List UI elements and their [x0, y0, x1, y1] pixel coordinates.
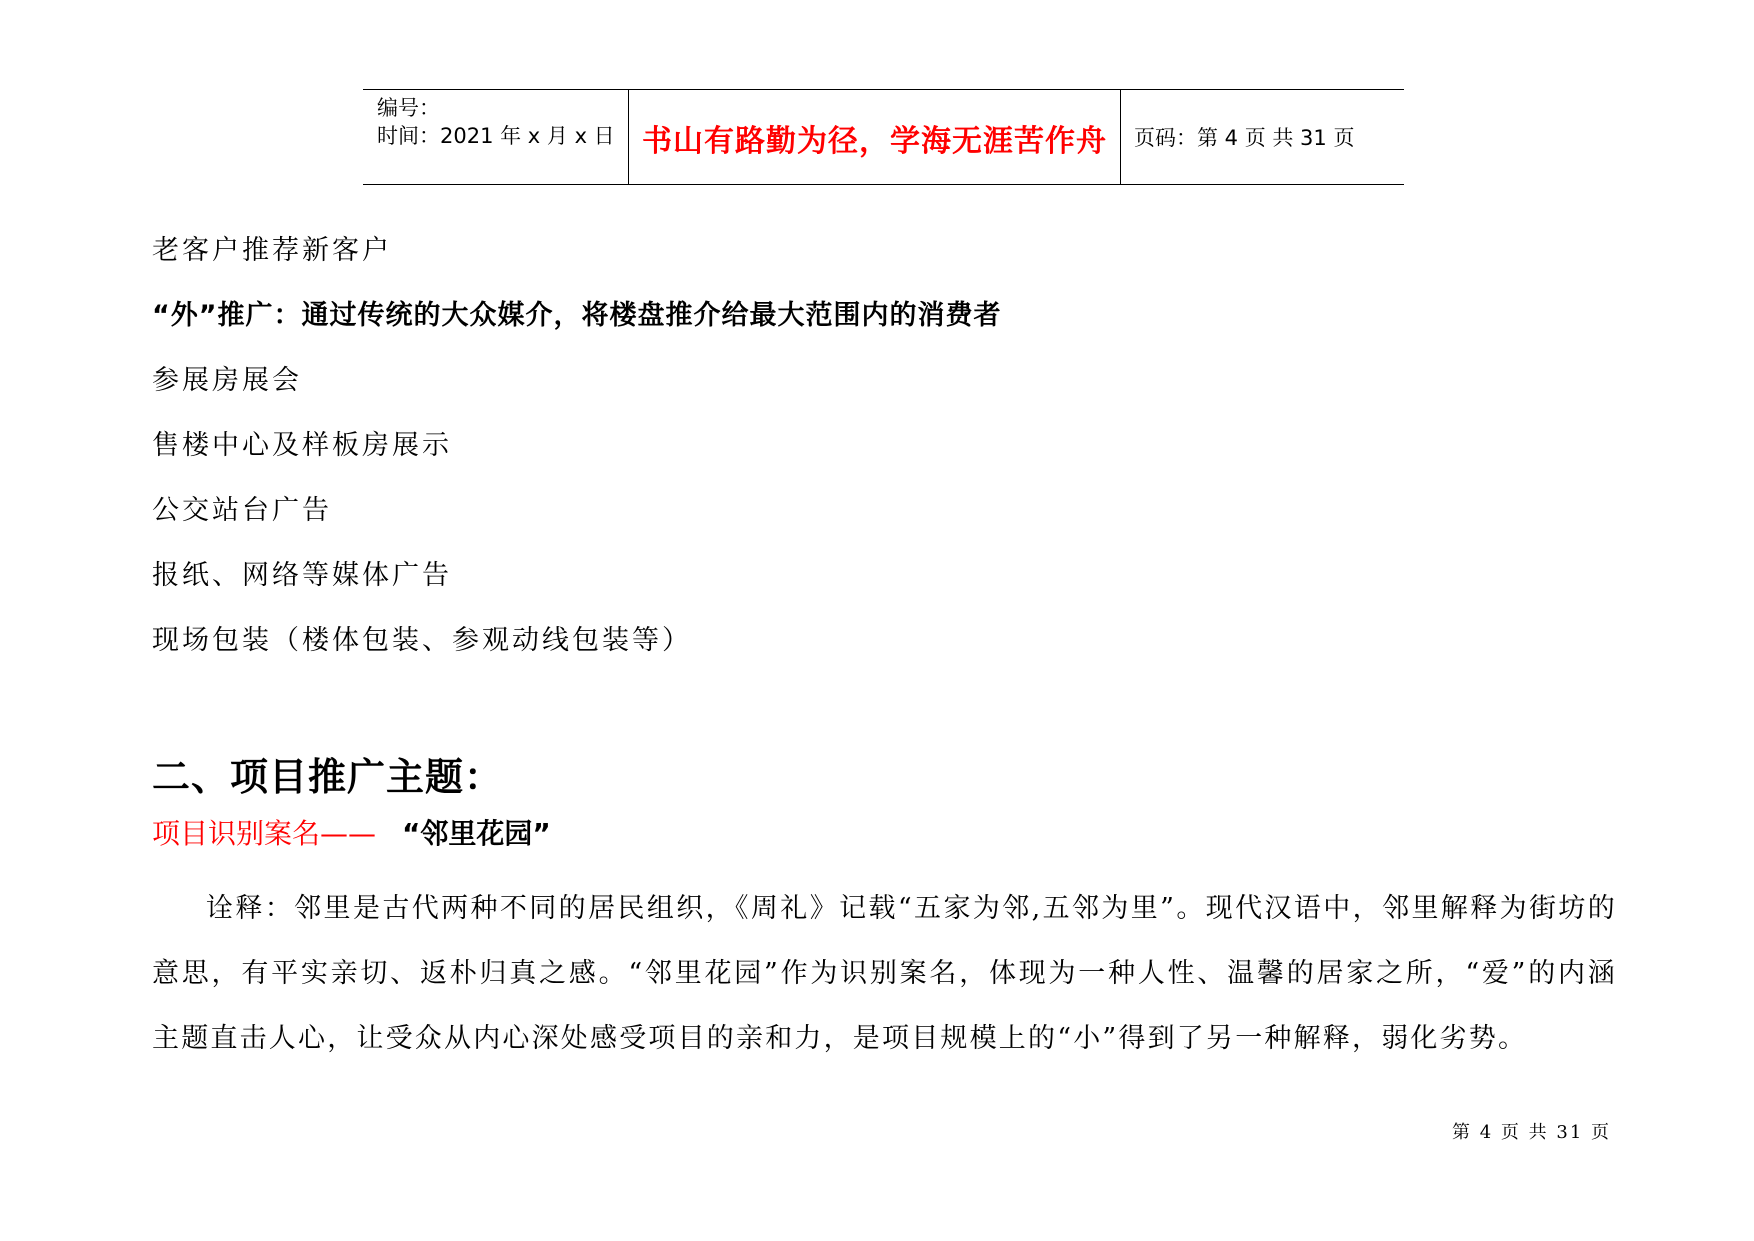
case-name-line	[152, 812, 551, 852]
motto-text: 书山有路勤为径，学海无涯苦作舟	[642, 124, 1107, 159]
section-title: 二、项目推广主题：	[152, 755, 504, 799]
list-item: 公交站台广告	[152, 495, 332, 526]
header-motto-cell	[629, 90, 1121, 184]
date-label: 时间：2021 年 x 月 x 日	[377, 124, 615, 148]
document-header	[363, 89, 1404, 185]
header-info-cell	[363, 90, 629, 184]
list-item: 参展房展会	[152, 365, 302, 396]
header-page-cell	[1121, 90, 1404, 184]
case-name-value: “邻里花园”	[402, 817, 551, 850]
list-item: 报纸、网络等媒体广告	[152, 560, 452, 591]
case-name-label: 项目识别案名——	[152, 817, 377, 850]
list-item: 老客户推荐新客户	[152, 235, 392, 266]
list-item: 现场包装（楼体包装、参观动线包装等）	[152, 625, 692, 656]
list-item: 售楼中心及样板房展示	[152, 430, 452, 461]
serial-number-label: 编号：	[377, 96, 440, 120]
list-item-heading: “外”推广：通过传统的大众媒介，将楼盘推介给最大范围内的消费者	[152, 300, 1002, 331]
header-page-number: 页码：第 4 页 共 31 页	[1134, 126, 1355, 150]
page-footer: 第 4 页 共 31 页	[1452, 1122, 1611, 1143]
explanation-paragraph: 诠释：邻里是古代两种不同的居民组织，《周礼》记载“五家为邻,五邻为里”。现代汉语中，邻里解释为街坊的意思，有平实亲切、返朴归真之感。“邻里花园”作为识别案名，体现为一种人性、温馨的居家之所，“爱”的内涵主题直击人心，让受众从内心深处感受项目的亲和力，是项目规模上的“小”得到了另一种解释，弱化劣势。	[152, 893, 1617, 1054]
